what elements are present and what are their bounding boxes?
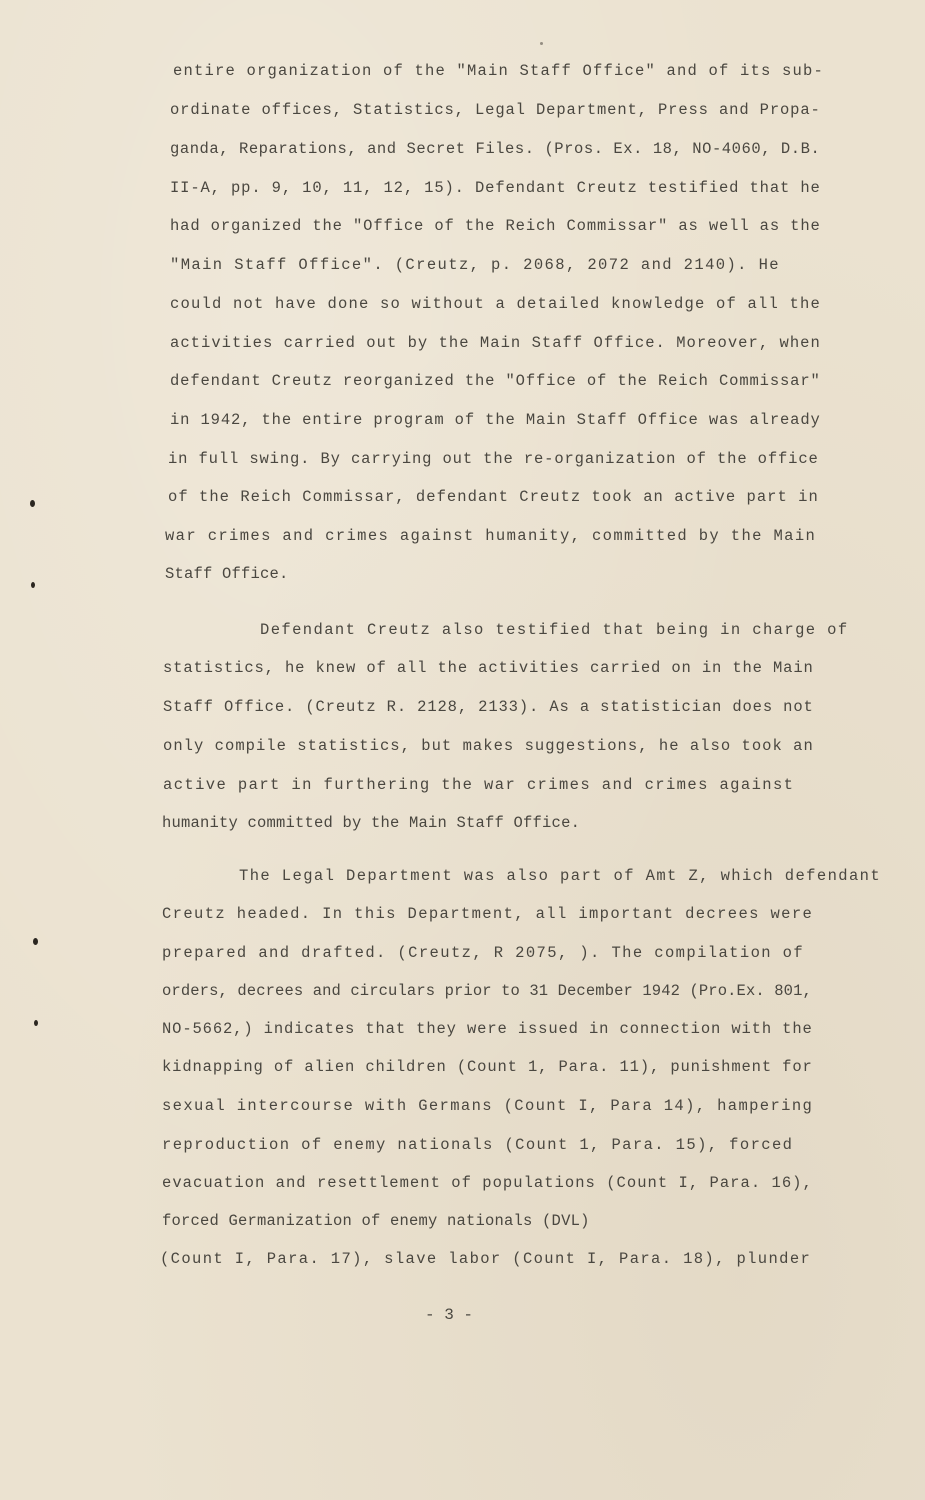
text-line: entire organization of the "Main Staff Office" and of its sub- — [173, 62, 824, 80]
text-line: "Main Staff Office". (Creutz, p. 2068, 2072 and 2140). He — [170, 256, 780, 274]
text-line: forced Germanization of enemy nationals (DVL) — [162, 1212, 590, 1230]
text-line: in 1942, the entire program of the Main Staff Office was already — [170, 411, 821, 429]
text-line: evacuation and resettlement of populations (Count I, Para. 16), — [162, 1174, 813, 1192]
text-line: active part in furthering the war crimes and crimes against — [163, 776, 795, 794]
text-line: ganda, Reparations, and Secret Files. (Pros. Ex. 18, NO-4060, D.B. — [170, 140, 821, 158]
punch-hole-mark — [34, 1020, 38, 1026]
text-line: II-A, pp. 9, 10, 11, 12, 15). Defendant Creutz testified that he — [170, 179, 821, 197]
text-line: activities carried out by the Main Staff Office. Moreover, when — [170, 334, 821, 352]
text-line: ordinate offices, Statistics, Legal Department, Press and Propa- — [170, 101, 821, 119]
text-line: in full swing. By carrying out the re-organization of the office — [168, 450, 819, 468]
text-line: humanity committed by the Main Staff Office. — [162, 814, 581, 832]
text-line: (Count I, Para. 17), slave labor (Count I, Para. 18), plunder — [160, 1250, 812, 1268]
text-line: war crimes and crimes against humanity, committed by the Main — [165, 527, 817, 545]
text-line: prepared and drafted. (Creutz, R 2075, ). The compilation of — [162, 944, 805, 962]
text-line: kidnapping of alien children (Count 1, Para. 11), punishment for — [162, 1058, 813, 1076]
text-line: of the Reich Commissar, defendant Creutz took an active part in — [168, 488, 819, 506]
text-line: Staff Office. — [165, 565, 289, 583]
paper-speck — [540, 42, 543, 45]
text-line: defendant Creutz reorganized the "Office of the Reich Commissar" — [170, 372, 821, 390]
page-number: - 3 - — [425, 1306, 474, 1324]
text-line: The Legal Department was also part of Amt Z, which defendant — [239, 867, 882, 885]
text-line: Creutz headed. In this Department, all important decrees were — [162, 905, 814, 923]
text-line: sexual intercourse with Germans (Count I, Para 14), hampering — [162, 1097, 814, 1115]
text-line: Defendant Creutz also testified that being in charge of — [260, 621, 849, 639]
text-line: could not have done so without a detailed knowledge of all the — [170, 295, 821, 313]
text-line: NO-5662,) indicates that they were issued in connection with the — [162, 1020, 813, 1038]
text-line: orders, decrees and circulars prior to 31 December 1942 (Pro.Ex. 801, — [162, 982, 812, 1000]
text-line: had organized the "Office of the Reich Commissar" as well as the — [170, 217, 821, 235]
text-line: Staff Office. (Creutz R. 2128, 2133). As a statistician does not — [163, 698, 814, 716]
punch-hole-mark — [33, 938, 38, 945]
text-line: only compile statistics, but makes suggestions, he also took an — [163, 737, 814, 755]
text-line: statistics, he knew of all the activities carried on in the Main — [163, 659, 814, 677]
text-line: reproduction of enemy nationals (Count 1, Para. 15), forced — [162, 1136, 794, 1154]
